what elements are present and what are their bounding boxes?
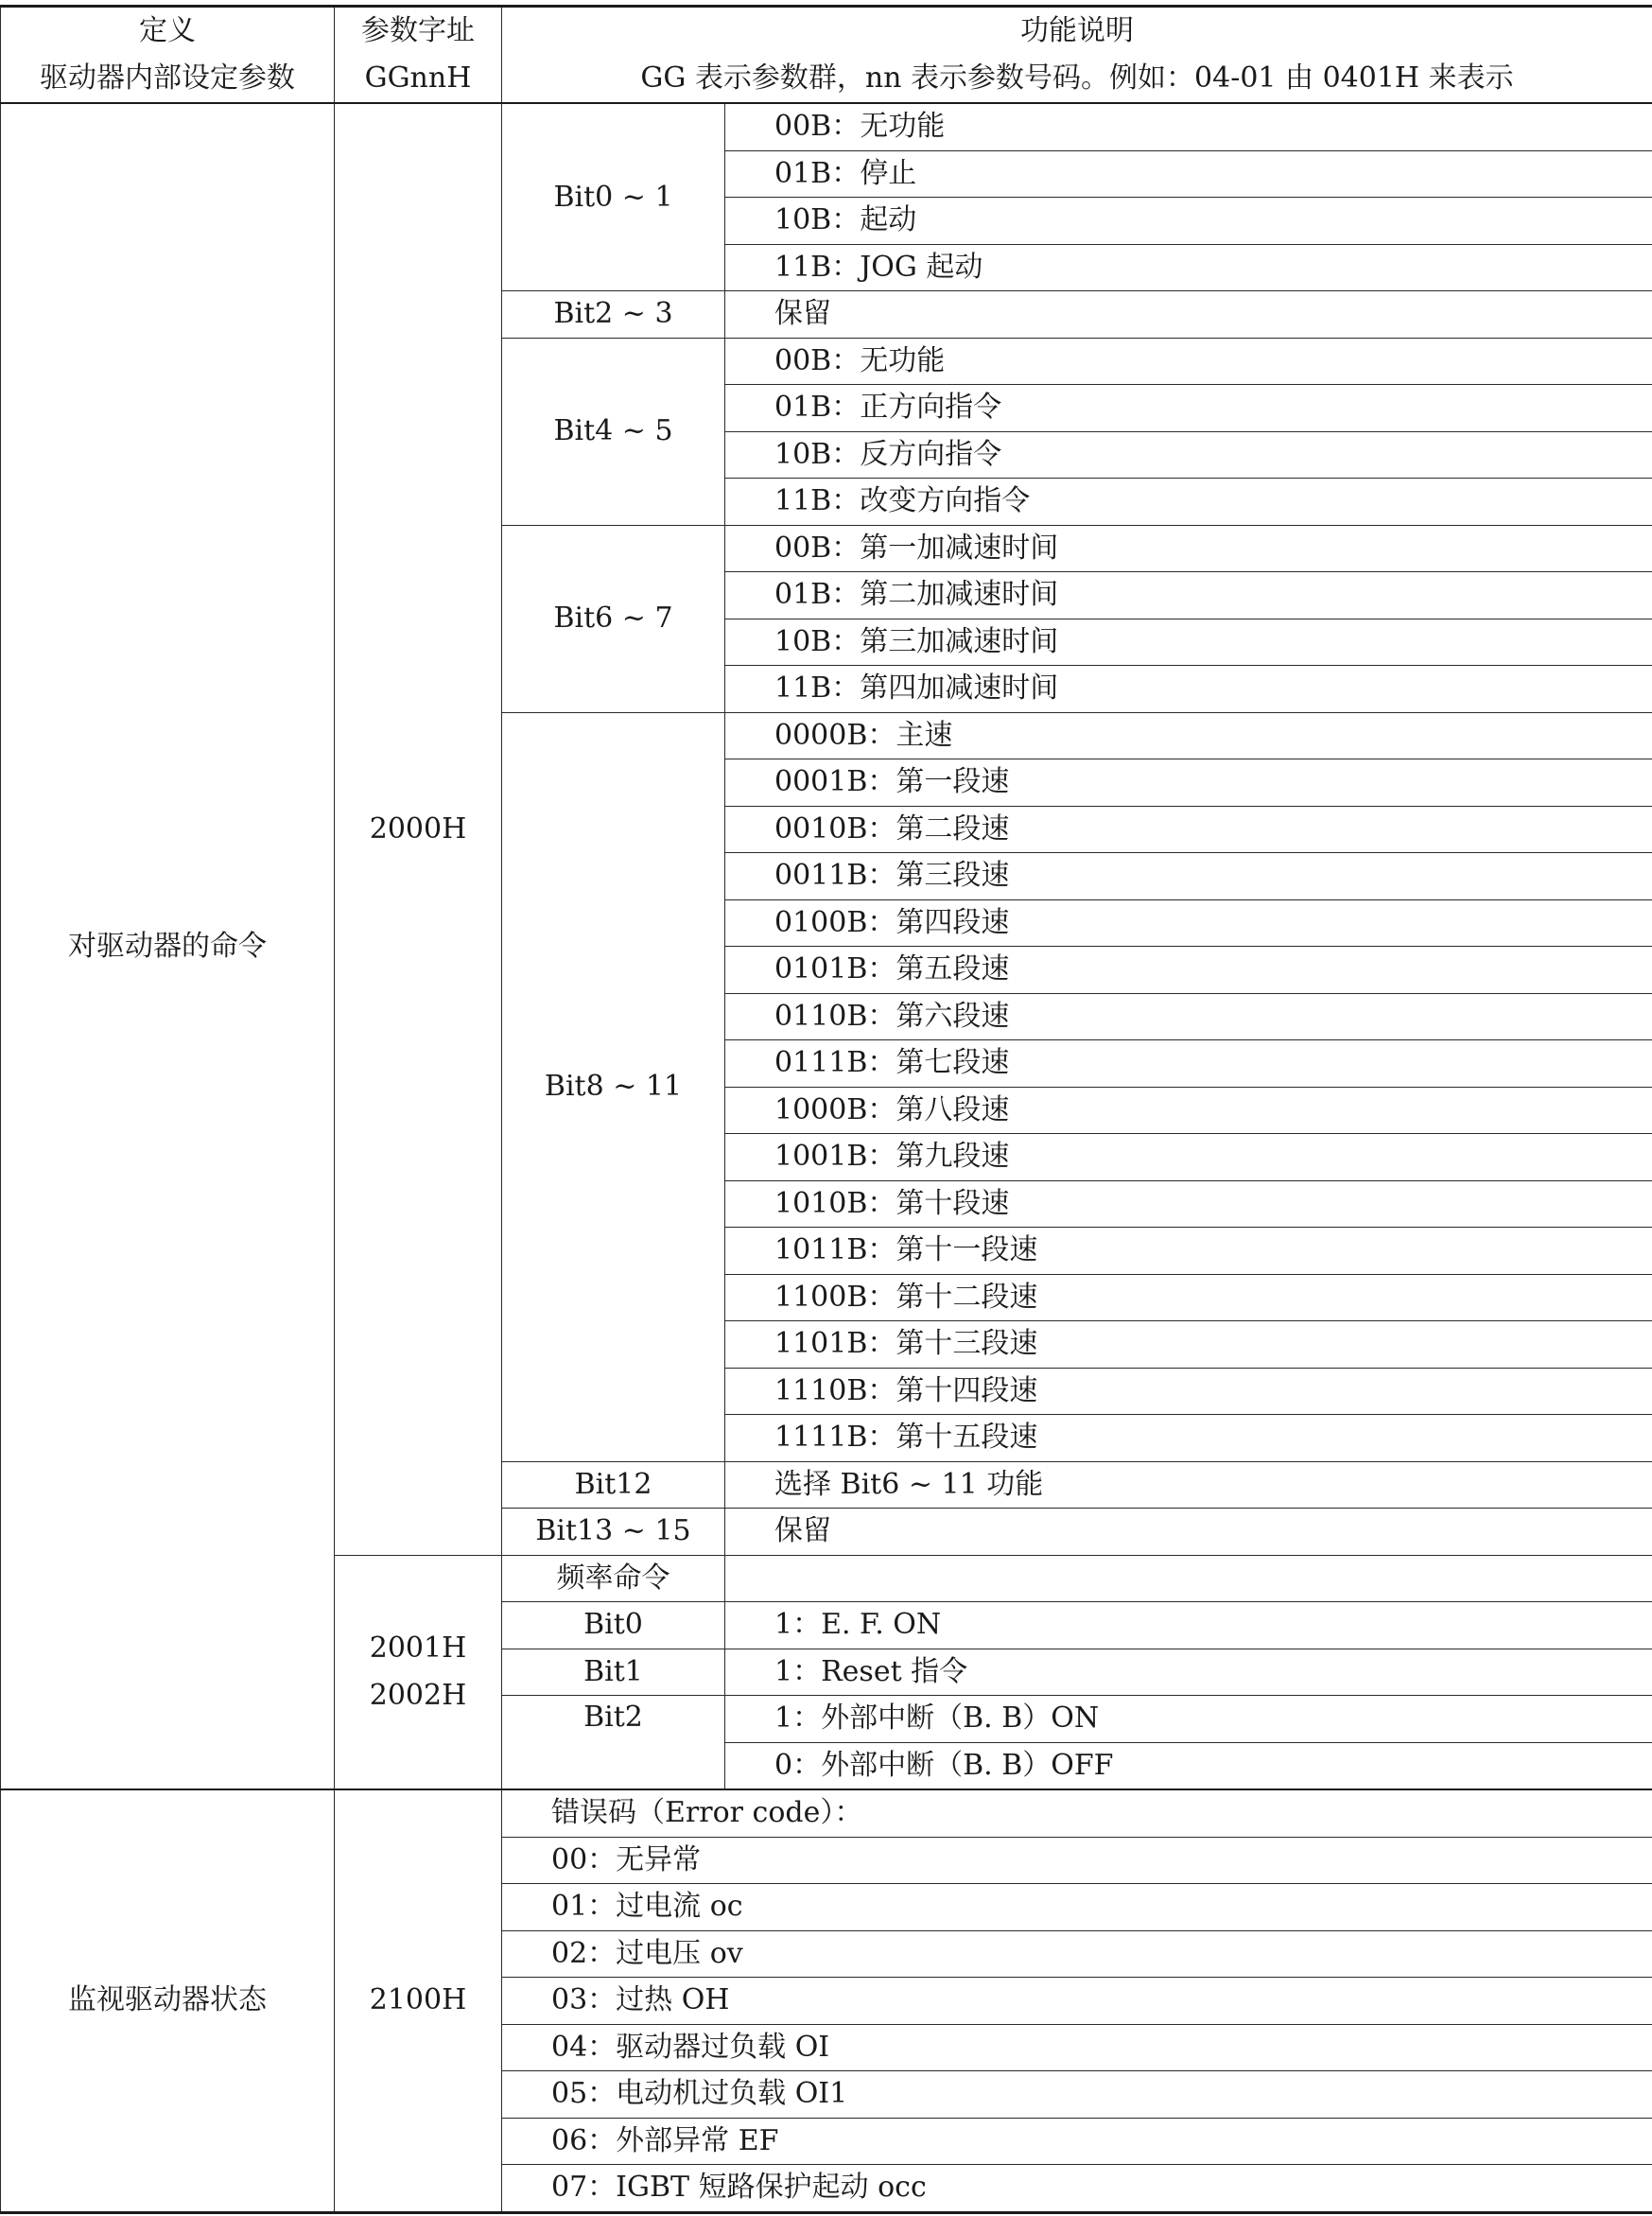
freq-bit-value-cell: 1：E. F. ON: [725, 1602, 1652, 1649]
bit-value-cell: 01B：第二加减速时间: [725, 572, 1652, 619]
freq-bit-cell: Bit1: [502, 1649, 725, 1696]
bit-value-cell: 0000B：主速: [725, 712, 1652, 759]
bit-value-cell: 0001B：第一段速: [725, 759, 1652, 807]
address-line: 2001H: [369, 1631, 467, 1665]
table-row: [1, 1789, 1652, 1837]
error-code-cell: 00：无异常: [502, 1837, 1652, 1884]
empty-cell: [725, 1555, 1652, 1602]
bit-value-cell: 选择 Bit6 ~ 11 功能: [725, 1461, 1652, 1509]
bit-value-cell: 0011B：第三段速: [725, 853, 1652, 900]
bit-value-cell: 保留: [725, 291, 1652, 339]
error-code-cell: 03：过热 OH: [502, 1978, 1652, 2025]
header-definition: 定义 驱动器内部设定参数: [1, 7, 335, 104]
bit-value-cell: 1010B：第十段速: [725, 1180, 1652, 1228]
bit-value-cell: 1111B：第十五段速: [725, 1415, 1652, 1462]
bit-range-cell: Bit2 ~ 3: [502, 291, 725, 339]
bit-value-cell: 0010B：第二段速: [725, 806, 1652, 853]
error-code-cell: 05：电动机过负载 OI1: [502, 2071, 1652, 2119]
bit-value-cell: 0100B：第四段速: [725, 899, 1652, 947]
error-code-cell: 06：外部异常 EF: [502, 2118, 1652, 2165]
bit-value-cell: 1110B：第十四段速: [725, 1368, 1652, 1415]
table-header-row: [1, 7, 1652, 104]
bit-value-cell: 00B：第一加减速时间: [725, 525, 1652, 572]
bit-value-cell: 10B：第三加减速时间: [725, 619, 1652, 666]
freq-bit-value-cell: 0：外部中断（B. B）OFF: [725, 1742, 1652, 1789]
bit-value-cell: 10B：起动: [725, 198, 1652, 245]
bit-value-cell: 0101B：第五段速: [725, 947, 1652, 994]
address-2100h: 2100H: [335, 1789, 502, 2212]
bit-value-cell: 1101B：第十三段速: [725, 1321, 1652, 1369]
freq-bit-cell: Bit2: [502, 1696, 725, 1790]
parameter-table: [0, 5, 1652, 2214]
bit-value-cell: 11B：第四加减速时间: [725, 666, 1652, 713]
bit-value-cell: 00B：无功能: [725, 338, 1652, 385]
error-code-cell: 错误码（Error code）：: [502, 1789, 1652, 1837]
frequency-command-label: 频率命令: [502, 1555, 725, 1602]
definition-command: 对驱动器的命令: [1, 103, 335, 1789]
bit-value-cell: 1011B：第十一段速: [725, 1228, 1652, 1275]
bit-range-cell: Bit8 ~ 11: [502, 712, 725, 1461]
bit-value-cell: 10B：反方向指令: [725, 431, 1652, 479]
bit-range-cell: Bit12: [502, 1461, 725, 1509]
header-address: 参数字址 GGnnH: [335, 7, 502, 104]
freq-bit-value-cell: 1：Reset 指令: [725, 1649, 1652, 1696]
address-line: 2002H: [369, 1678, 467, 1712]
bit-range-cell: Bit4 ~ 5: [502, 338, 725, 525]
error-code-cell: 02：过电压 ov: [502, 1930, 1652, 1978]
freq-bit-value-cell: 1：外部中断（B. B）ON: [725, 1696, 1652, 1743]
freq-bit-cell: Bit0: [502, 1602, 725, 1649]
address-2001h-2002h: [335, 1555, 502, 1789]
error-code-cell: 04：驱动器过负载 OI: [502, 2024, 1652, 2071]
bit-value-cell: 1001B：第九段速: [725, 1134, 1652, 1181]
table-row: [1, 103, 1652, 150]
bit-value-cell: 0111B：第七段速: [725, 1040, 1652, 1088]
bit-value-cell: 1100B：第十二段速: [725, 1274, 1652, 1321]
bit-range-cell: Bit6 ~ 7: [502, 525, 725, 712]
address-2000h: 2000H: [335, 103, 502, 1555]
definition-monitor: 监视驱动器状态: [1, 1789, 335, 2212]
bit-value-cell: 0110B：第六段速: [725, 993, 1652, 1040]
bit-value-cell: 01B：停止: [725, 150, 1652, 198]
bit-value-cell: 11B：JOG 起动: [725, 244, 1652, 291]
bit-value-cell: 1000B：第八段速: [725, 1087, 1652, 1134]
header-function: 功能说明 GG 表示参数群，nn 表示参数号码。例如：04-01 由 0401H 来表示: [502, 7, 1652, 104]
bit-value-cell: 00B：无功能: [725, 103, 1652, 150]
error-code-cell: 01：过电流 oc: [502, 1884, 1652, 1931]
bit-range-cell: Bit13 ~ 15: [502, 1509, 725, 1556]
bit-value-cell: 01B：正方向指令: [725, 385, 1652, 432]
bit-range-cell: Bit0 ~ 1: [502, 103, 725, 291]
bit-value-cell: 11B：改变方向指令: [725, 479, 1652, 526]
bit-value-cell: 保留: [725, 1509, 1652, 1556]
error-code-cell: 07：IGBT 短路保护起动 occ: [502, 2165, 1652, 2213]
